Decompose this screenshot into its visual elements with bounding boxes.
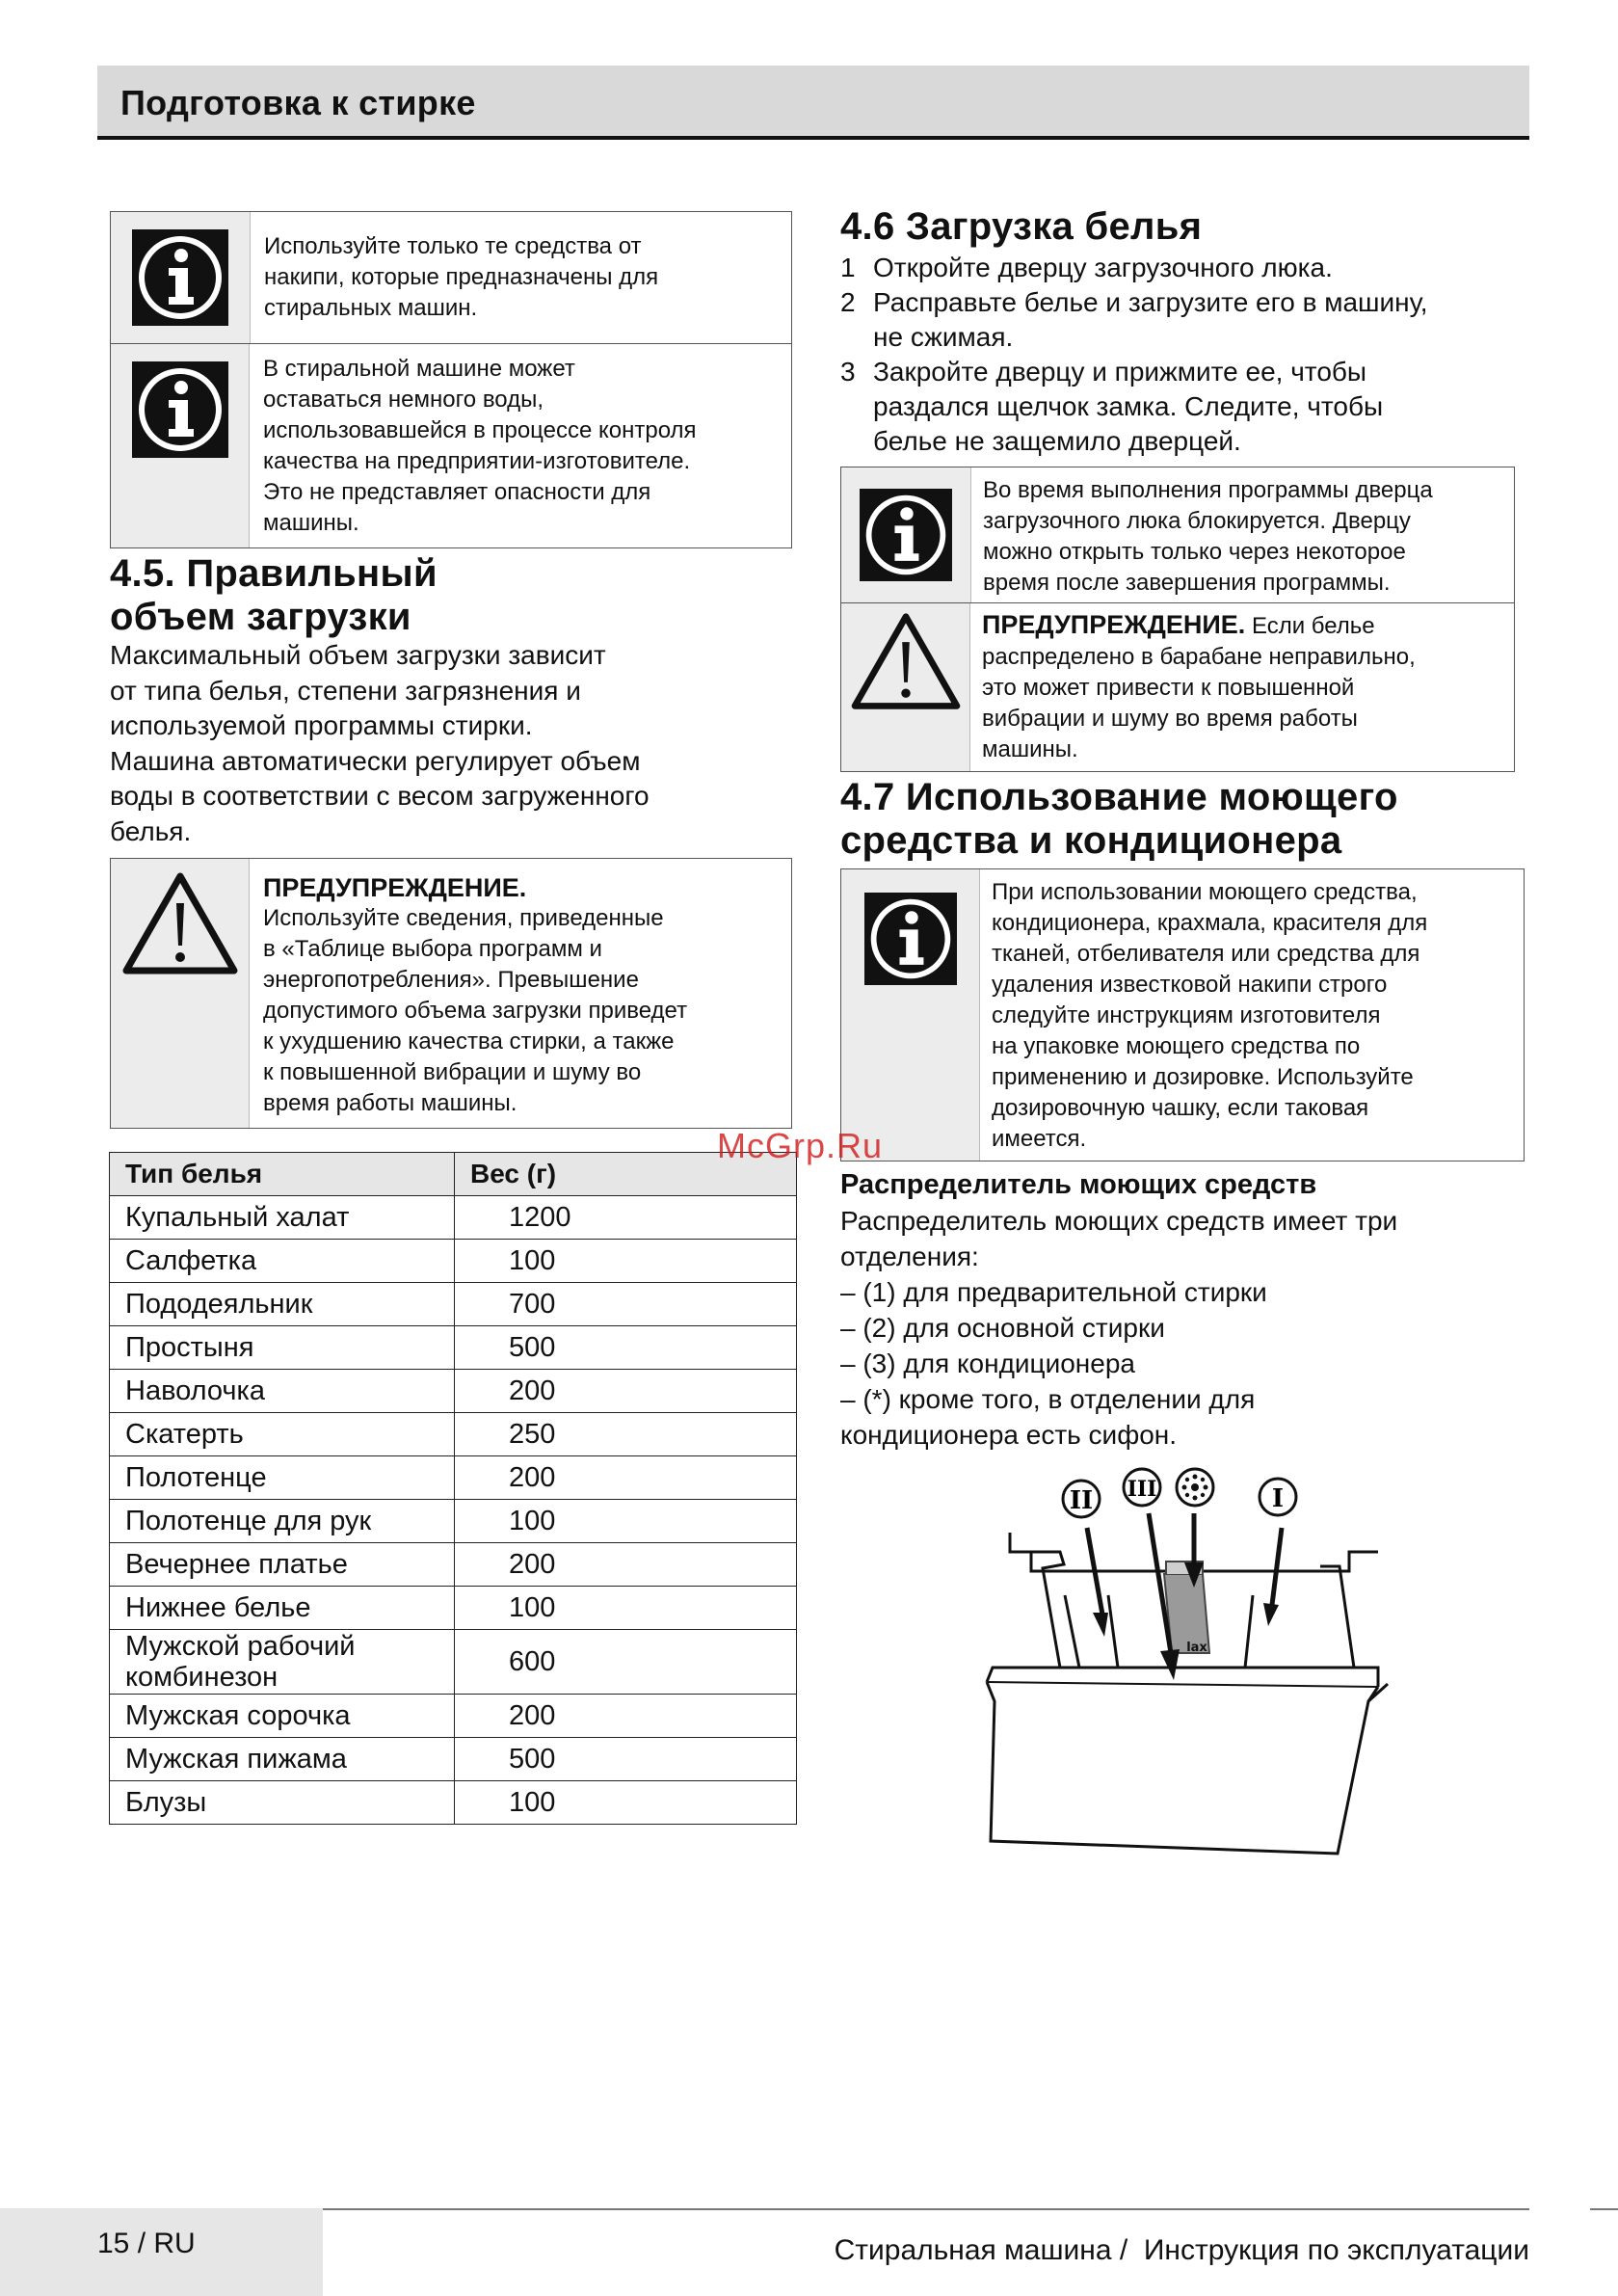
- info-icon: [841, 467, 971, 602]
- step-number: 1: [840, 253, 856, 282]
- note-line: тканей, отбеливателя или средства для: [992, 941, 1420, 967]
- step-line: белье не защемило дверцей.: [873, 426, 1241, 456]
- cell-weight: 200: [455, 1456, 797, 1500]
- note-line: на упаковке моющего средства по: [992, 1033, 1361, 1059]
- list-item: [840, 251, 1534, 285]
- section-4-5-body: [110, 638, 792, 849]
- body-line: Максимальный объем загрузки зависит: [110, 640, 606, 670]
- table-row: [110, 1543, 797, 1587]
- table-row: [110, 1695, 797, 1738]
- column-header-type: Тип белья: [110, 1153, 455, 1196]
- note-line: удаления известковой накипи строго: [992, 972, 1388, 998]
- warning-line: энергопотребления». Превышение: [263, 967, 639, 993]
- warning-heading: ПРЕДУПРЕЖДЕНИЕ.: [263, 873, 527, 902]
- note-line: Во время выполнения программы дверца: [983, 477, 1433, 503]
- section-title-line: объем загрузки: [110, 596, 411, 638]
- cell-weight: 200: [455, 1370, 797, 1413]
- column-header-weight: Вес (г): [455, 1153, 797, 1196]
- warning-triangle-icon: [111, 859, 250, 1128]
- step-line: не сжимая.: [873, 322, 1014, 352]
- warning-line: распределено в барабане неправильно,: [982, 644, 1416, 670]
- table-row: [110, 1326, 797, 1370]
- load-table: [109, 1152, 797, 1825]
- warning-line: к ухудшению качества стирки, а также: [263, 1028, 675, 1055]
- cell-laundry-type: Нижнее белье: [110, 1587, 455, 1630]
- step-line: раздался щелчок замка. Следите, чтобы: [873, 391, 1384, 421]
- page-title: Подготовка к стирке: [120, 83, 476, 122]
- cell-laundry-type: Мужская сорочка: [110, 1695, 455, 1738]
- warning-line: Используйте сведения, приведенные: [263, 905, 664, 931]
- body-line: от типа белья, степени загрязнения и: [110, 675, 581, 706]
- table-row: [110, 1781, 797, 1825]
- cell-laundry-type: Вечернее платье: [110, 1543, 455, 1587]
- info-note: [840, 868, 1525, 1161]
- warning-box: [110, 858, 792, 1129]
- cell-laundry-type: Скатерть: [110, 1413, 455, 1456]
- table-row: [110, 1587, 797, 1630]
- table-header-row: [110, 1153, 797, 1196]
- arrow-compartment-1-icon: [1263, 1528, 1282, 1626]
- cell-laundry-type: Купальный халат: [110, 1196, 455, 1240]
- body-line: воды в соответствии с весом загруженного: [110, 781, 650, 811]
- dispenser-illustration: [973, 1460, 1397, 1870]
- note-line: кондиционера, крахмала, красителя для: [992, 910, 1428, 936]
- note-line: применению и дозировке. Используйте: [992, 1064, 1414, 1090]
- dispenser-title: Распределитель моющих средств: [840, 1169, 1317, 1200]
- note-line: оставаться немного воды,: [263, 387, 544, 413]
- section-title-line: 4.7 Использование моющего: [840, 776, 1398, 818]
- cell-weight: 200: [455, 1543, 797, 1587]
- warning-head-tail: Если белье: [1245, 613, 1375, 639]
- warning-line: время работы машины.: [263, 1090, 517, 1116]
- warning-heading: ПРЕДУПРЕЖДЕНИЕ.: [982, 610, 1246, 639]
- table-row: [110, 1500, 797, 1543]
- note-line: время после завершения программы.: [983, 570, 1391, 596]
- body-line: – (*) кроме того, в отделении для: [840, 1384, 1256, 1414]
- warning-first-line: [982, 609, 1416, 642]
- warning-line: в «Таблице выбора программ и: [263, 936, 602, 962]
- cell-weight: 100: [455, 1500, 797, 1543]
- body-line: используемой программы стирки.: [110, 710, 533, 740]
- cell-laundry-type: Полотенце: [110, 1456, 455, 1500]
- dispenser-section: [840, 1166, 1534, 1453]
- info-note: [840, 467, 1515, 603]
- step-line: Расправьте белье и загрузите его в машину,: [873, 287, 1428, 317]
- step-number: 2: [840, 287, 856, 317]
- cell-weight: 100: [455, 1240, 797, 1283]
- body-line: – (1) для предварительной стирки: [840, 1277, 1267, 1307]
- cell-weight: 100: [455, 1781, 797, 1825]
- cell-weight: 1200: [455, 1196, 797, 1240]
- note-line: использовавшейся в процессе контроля: [263, 417, 697, 443]
- watermark: McGrp.Ru: [717, 1126, 884, 1165]
- info-icon: [111, 344, 250, 547]
- step-number: 3: [840, 357, 856, 387]
- table-row: [110, 1413, 797, 1456]
- section-title-line: средства и кондиционера: [840, 819, 1342, 862]
- section-title-line: 4.5. Правильный: [110, 552, 438, 595]
- warning-line: вибрации и шуму во время работы: [982, 706, 1358, 732]
- step-line: Закройте дверцу и прижмите ее, чтобы: [873, 357, 1367, 387]
- step-line: Откройте дверцу загрузочного люка.: [873, 253, 1333, 282]
- note-line: дозировочную чашку, если таковая: [992, 1095, 1369, 1121]
- table-row: [110, 1738, 797, 1781]
- section-title-4-7: [840, 776, 1534, 863]
- compartment-2-numeral: II: [1069, 1486, 1094, 1515]
- loading-steps: [840, 251, 1534, 459]
- compartment-3-label: [1124, 1469, 1160, 1506]
- info-icon: [841, 869, 980, 1161]
- note-line: качества на предприятии-изготовителе.: [263, 448, 691, 474]
- info-note: [110, 211, 792, 344]
- note-line: можно открыть только через некоторое: [983, 539, 1406, 565]
- cell-laundry-type: Салфетка: [110, 1240, 455, 1283]
- body-line: отделения:: [840, 1241, 979, 1271]
- body-line: – (3) для кондиционера: [840, 1348, 1135, 1378]
- note-line: При использовании моющего средства,: [992, 879, 1418, 905]
- note-line: имеется.: [992, 1126, 1087, 1152]
- dispenser-body: [840, 1203, 1534, 1453]
- load-table-wrap: [109, 1152, 797, 1825]
- note-line: стиральных машин.: [264, 295, 478, 321]
- note-line: накипи, которые предназначены для: [264, 264, 659, 290]
- body-line: Распределитель моющих средств имеет три: [840, 1206, 1398, 1236]
- table-row: [110, 1456, 797, 1500]
- table-row: [110, 1283, 797, 1326]
- cell-weight: 600: [455, 1630, 797, 1695]
- note-line: машины.: [263, 510, 359, 536]
- cell-laundry-type: Блузы: [110, 1781, 455, 1825]
- siphon-symbol-icon: [1177, 1469, 1213, 1506]
- warning-line: к повышенной вибрации и шуму во: [263, 1059, 642, 1085]
- table-row: [110, 1370, 797, 1413]
- table-row: [110, 1630, 797, 1695]
- note-line: следуйте инструкциям изготовителя: [992, 1002, 1381, 1028]
- cell-weight: 200: [455, 1695, 797, 1738]
- footer-page-panel: [0, 2208, 323, 2296]
- cell-laundry-type: Мужская пижама: [110, 1738, 455, 1781]
- door-notes-box: [840, 467, 1515, 772]
- footer-rule-end: [1590, 2208, 1618, 2210]
- table-row: [110, 1196, 797, 1240]
- cell-laundry-type: Пододеяльник: [110, 1283, 455, 1326]
- siphon-max-fragment: lax: [1186, 1641, 1207, 1655]
- table-row: [110, 1240, 797, 1283]
- cell-weight: 100: [455, 1587, 797, 1630]
- cell-weight: 700: [455, 1283, 797, 1326]
- note-line: Это не представляет опасности для: [263, 479, 651, 505]
- warning-line: машины.: [982, 736, 1078, 762]
- section-title-4-5: [110, 552, 792, 639]
- section-title-4-6: 4.6 Загрузка белья: [840, 205, 1203, 248]
- compartment-2-label: [1063, 1481, 1100, 1517]
- note-line: В стиральной машине может: [263, 356, 575, 382]
- body-line: белья.: [110, 815, 192, 846]
- info-icon: [111, 212, 251, 343]
- body-line: Машина автоматически регулирует объем: [110, 745, 641, 776]
- cell-weight: 500: [455, 1326, 797, 1370]
- info-note: [110, 344, 792, 548]
- cell-laundry-type: Мужской рабочий комбинезон: [110, 1630, 455, 1695]
- warning-triangle-icon: [841, 603, 970, 771]
- compartment-1-numeral: I: [1271, 1484, 1285, 1513]
- footer-document-title: Стиральная машина / Инструкция по эксплуатации: [834, 2234, 1529, 2266]
- page-number: 15 / RU: [97, 2228, 196, 2259]
- cell-laundry-type: Простыня: [110, 1326, 455, 1370]
- arrow-compartment-2-icon: [1087, 1528, 1108, 1637]
- warning-line: допустимого объема загрузки приведет: [263, 998, 688, 1024]
- note-line: загрузочного люка блокируется. Дверцу: [983, 508, 1411, 534]
- cell-laundry-type: Полотенце для рук: [110, 1500, 455, 1543]
- compartment-3-numeral: III: [1127, 1477, 1157, 1502]
- body-line: кондиционера есть сифон.: [840, 1420, 1178, 1450]
- list-item: [840, 285, 1534, 355]
- footer-rule: [323, 2208, 1529, 2210]
- page-header: [97, 66, 1529, 140]
- cell-laundry-type: Наволочка: [110, 1370, 455, 1413]
- warning-line: это может привести к повышенной: [982, 675, 1355, 701]
- body-line: – (2) для основной стирки: [840, 1313, 1165, 1343]
- cell-weight: 500: [455, 1738, 797, 1781]
- warning-box: [840, 603, 1515, 772]
- cell-weight: 250: [455, 1413, 797, 1456]
- compartment-1-label: [1260, 1479, 1296, 1515]
- info-notes-box: [110, 211, 792, 548]
- note-line: Используйте только те средства от: [264, 233, 642, 259]
- list-item: [840, 355, 1534, 459]
